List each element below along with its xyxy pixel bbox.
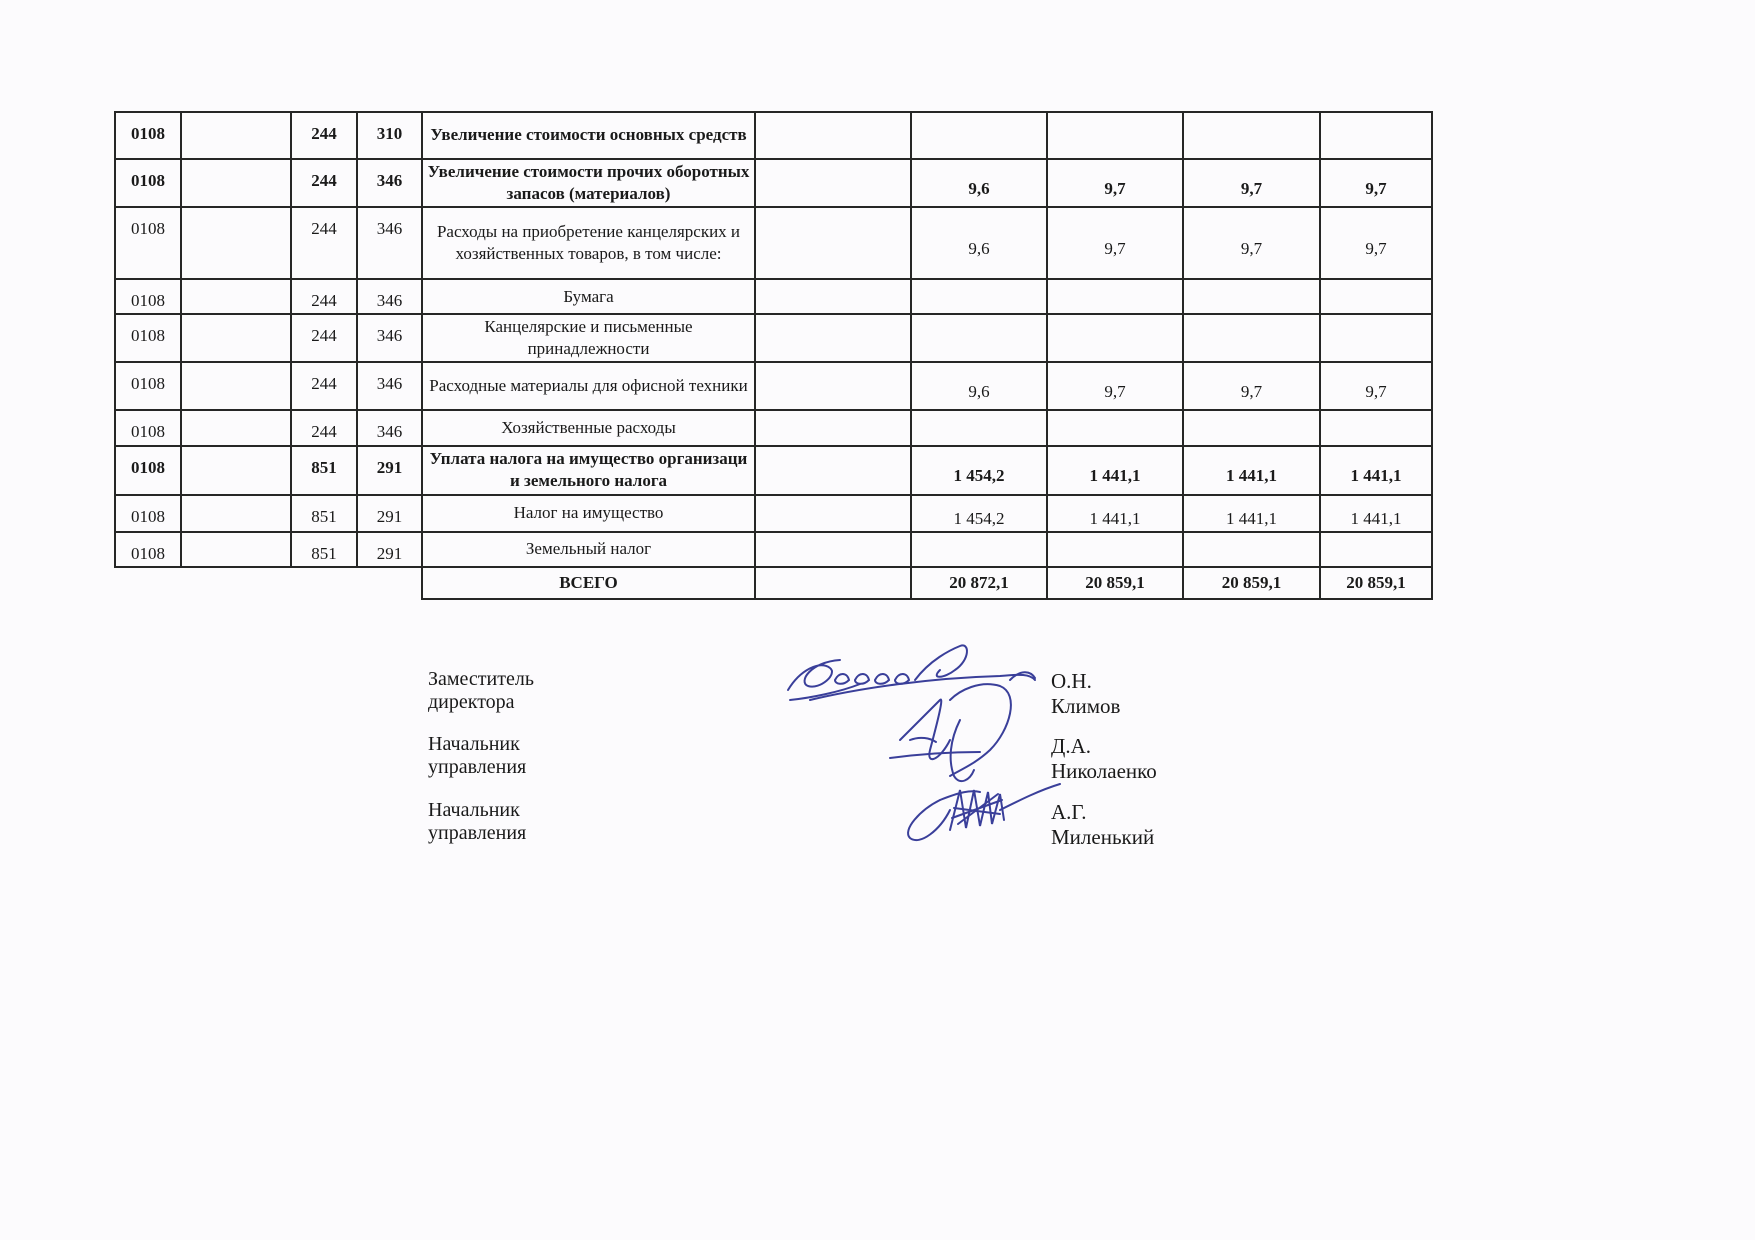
expense-name: Расходные материалы для офисной техники bbox=[422, 362, 755, 410]
subsection-code bbox=[181, 159, 291, 207]
subsection-code bbox=[181, 362, 291, 410]
total-year-4: 20 859,1 bbox=[1320, 567, 1432, 599]
kosgu-code: 291 bbox=[357, 495, 422, 532]
subsection-code bbox=[181, 279, 291, 314]
subsection-code bbox=[181, 532, 291, 567]
empty-cell bbox=[357, 567, 422, 599]
table-row bbox=[115, 495, 1432, 532]
amount-year-1 bbox=[911, 410, 1047, 445]
subsection-code bbox=[181, 207, 291, 279]
expense-type-code: 244 bbox=[291, 112, 357, 159]
amount-year-4: 1 441,1 bbox=[1320, 495, 1432, 532]
expense-name: Хозяйственные расходы bbox=[422, 410, 755, 445]
signer-role: Начальник управления bbox=[428, 799, 527, 844]
section-code: 0108 bbox=[115, 362, 181, 410]
amount-year-3 bbox=[1183, 532, 1320, 567]
signer-name: О.Н. Климов bbox=[1051, 669, 1121, 718]
signer-name: А.Г. Миленький bbox=[1051, 800, 1155, 849]
signer-role: Начальник управления bbox=[428, 733, 527, 778]
table-row bbox=[115, 410, 1432, 445]
amount-year-1: 9,6 bbox=[911, 159, 1047, 207]
kosgu-code: 346 bbox=[357, 362, 422, 410]
expense-name: Увеличение стоимости основных средств bbox=[422, 112, 755, 159]
total-year-1: 20 872,1 bbox=[911, 567, 1047, 599]
amount-year-2 bbox=[1047, 532, 1183, 567]
expense-type-code: 244 bbox=[291, 279, 357, 314]
extra-column bbox=[755, 314, 911, 362]
expense-type-code: 244 bbox=[291, 159, 357, 207]
table-row bbox=[115, 446, 1432, 495]
kosgu-code: 346 bbox=[357, 279, 422, 314]
table-row bbox=[115, 207, 1432, 279]
extra-column bbox=[755, 567, 911, 599]
kosgu-code: 346 bbox=[357, 207, 422, 279]
amount-year-4: 9,7 bbox=[1320, 362, 1432, 410]
expense-type-code: 244 bbox=[291, 362, 357, 410]
table-row bbox=[115, 159, 1432, 207]
kosgu-code: 291 bbox=[357, 532, 422, 567]
section-code: 0108 bbox=[115, 446, 181, 495]
handwritten-signature-3 bbox=[900, 770, 1070, 850]
total-year-2: 20 859,1 bbox=[1047, 567, 1183, 599]
extra-column bbox=[755, 112, 911, 159]
amount-year-2: 9,7 bbox=[1047, 159, 1183, 207]
kosgu-code: 346 bbox=[357, 159, 422, 207]
amount-year-3 bbox=[1183, 112, 1320, 159]
empty-cell bbox=[291, 567, 357, 599]
expense-type-code: 851 bbox=[291, 446, 357, 495]
amount-year-4: 9,7 bbox=[1320, 159, 1432, 207]
amount-year-2 bbox=[1047, 314, 1183, 362]
section-code: 0108 bbox=[115, 410, 181, 445]
subsection-code bbox=[181, 112, 291, 159]
total-year-3: 20 859,1 bbox=[1183, 567, 1320, 599]
extra-column bbox=[755, 495, 911, 532]
section-code: 0108 bbox=[115, 112, 181, 159]
amount-year-3 bbox=[1183, 410, 1320, 445]
expense-name: Увеличение стоимости прочих оборотных запасов (материалов) bbox=[422, 159, 755, 207]
extra-column bbox=[755, 532, 911, 567]
extra-column bbox=[755, 279, 911, 314]
section-code: 0108 bbox=[115, 279, 181, 314]
subsection-code bbox=[181, 314, 291, 362]
kosgu-code: 310 bbox=[357, 112, 422, 159]
amount-year-1 bbox=[911, 279, 1047, 314]
table-row bbox=[115, 279, 1432, 314]
extra-column bbox=[755, 446, 911, 495]
empty-cell bbox=[181, 567, 291, 599]
extra-column bbox=[755, 362, 911, 410]
amount-year-2 bbox=[1047, 279, 1183, 314]
kosgu-code: 291 bbox=[357, 446, 422, 495]
kosgu-code: 346 bbox=[357, 410, 422, 445]
expense-name: Расходы на приобретение канцелярских и хозяйственных товаров, в том числе: bbox=[422, 207, 755, 279]
expense-name: Земельный налог bbox=[422, 532, 755, 567]
subsection-code bbox=[181, 410, 291, 445]
amount-year-3: 9,7 bbox=[1183, 362, 1320, 410]
amount-year-3: 9,7 bbox=[1183, 159, 1320, 207]
table-row bbox=[115, 532, 1432, 567]
amount-year-4: 1 441,1 bbox=[1320, 446, 1432, 495]
table-row bbox=[115, 314, 1432, 362]
amount-year-1 bbox=[911, 112, 1047, 159]
amount-year-2 bbox=[1047, 112, 1183, 159]
expense-name: Канцелярские и письменные принадлежности bbox=[422, 314, 755, 362]
section-code: 0108 bbox=[115, 495, 181, 532]
table-row bbox=[115, 112, 1432, 159]
expense-type-code: 244 bbox=[291, 410, 357, 445]
amount-year-1: 9,6 bbox=[911, 362, 1047, 410]
amount-year-2: 9,7 bbox=[1047, 362, 1183, 410]
table-row bbox=[115, 362, 1432, 410]
expense-name: Уплата налога на имущество организаци и земельного налога bbox=[422, 446, 755, 495]
amount-year-4 bbox=[1320, 532, 1432, 567]
amount-year-1: 1 454,2 bbox=[911, 495, 1047, 532]
expense-type-code: 851 bbox=[291, 495, 357, 532]
subsection-code bbox=[181, 446, 291, 495]
amount-year-1: 9,6 bbox=[911, 207, 1047, 279]
amount-year-1 bbox=[911, 532, 1047, 567]
amount-year-3: 1 441,1 bbox=[1183, 495, 1320, 532]
extra-column bbox=[755, 410, 911, 445]
extra-column bbox=[755, 159, 911, 207]
amount-year-2: 1 441,1 bbox=[1047, 446, 1183, 495]
section-code: 0108 bbox=[115, 532, 181, 567]
total-row bbox=[115, 567, 1432, 599]
expense-type-code: 851 bbox=[291, 532, 357, 567]
amount-year-1: 1 454,2 bbox=[911, 446, 1047, 495]
amount-year-3: 9,7 bbox=[1183, 207, 1320, 279]
budget-table bbox=[114, 111, 1433, 600]
expense-name: Налог на имущество bbox=[422, 495, 755, 532]
amount-year-3 bbox=[1183, 279, 1320, 314]
amount-year-4 bbox=[1320, 112, 1432, 159]
total-label: ВСЕГО bbox=[422, 567, 755, 599]
subsection-code bbox=[181, 495, 291, 532]
amount-year-4: 9,7 bbox=[1320, 207, 1432, 279]
amount-year-3: 1 441,1 bbox=[1183, 446, 1320, 495]
amount-year-2 bbox=[1047, 410, 1183, 445]
amount-year-1 bbox=[911, 314, 1047, 362]
expense-type-code: 244 bbox=[291, 314, 357, 362]
signer-role: Заместитель директора bbox=[428, 668, 534, 713]
signer-name: Д.А. Николаенко bbox=[1051, 734, 1157, 783]
amount-year-4 bbox=[1320, 279, 1432, 314]
expense-type-code: 244 bbox=[291, 207, 357, 279]
expense-name: Бумага bbox=[422, 279, 755, 314]
section-code: 0108 bbox=[115, 314, 181, 362]
amount-year-2: 1 441,1 bbox=[1047, 495, 1183, 532]
extra-column bbox=[755, 207, 911, 279]
amount-year-2: 9,7 bbox=[1047, 207, 1183, 279]
amount-year-3 bbox=[1183, 314, 1320, 362]
section-code: 0108 bbox=[115, 207, 181, 279]
amount-year-4 bbox=[1320, 314, 1432, 362]
amount-year-4 bbox=[1320, 410, 1432, 445]
section-code: 0108 bbox=[115, 159, 181, 207]
empty-cell bbox=[115, 567, 181, 599]
kosgu-code: 346 bbox=[357, 314, 422, 362]
